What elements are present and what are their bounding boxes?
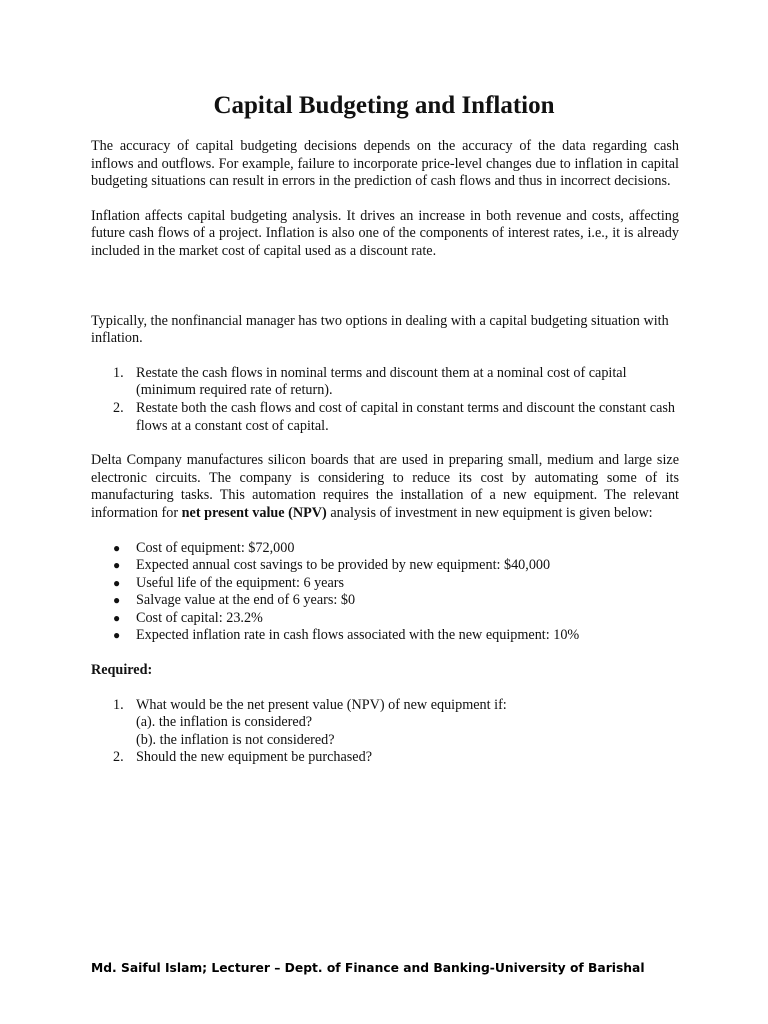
bullet-icon: ● — [113, 593, 121, 608]
fact-text: Cost of capital: 23.2% — [136, 609, 263, 626]
list-item — [91, 749, 679, 767]
list-number: 2. — [113, 399, 124, 416]
list-item — [91, 365, 679, 400]
fact-text: Expected inflation rate in cash flows associated with the new equipment: 10% — [136, 627, 580, 644]
list-item — [91, 627, 679, 645]
required-heading: Required: — [91, 662, 153, 679]
paragraph-intro: The accuracy of capital budgeting decisions depends on the accuracy of the data regarding cash inflows and outflows. For example, failure to incorporate price-level changes due to inflation in capital budgeting situations can result in errors in the prediction of cash flows and thus in incorrect decisions. — [91, 138, 679, 190]
paragraph-text-start: Delta Company manufactures silicon boards that are used in preparing small, medium and large size electronic circuits. The company is considering to reduce its cost by automating some of its manufacturing tasks. This automation requires the installation of a new equipment. The relevant information for — [91, 452, 679, 521]
paragraph-options-intro: Typically, the nonfinancial manager has two options in dealing with a capital budgeting situation with inflation. — [91, 312, 669, 347]
list-item — [91, 575, 679, 593]
list-number: 1. — [113, 364, 124, 381]
fact-text: Expected annual cost savings to be provided by new equipment: $40,000 — [136, 557, 551, 574]
paragraph-text-end: analysis of investment in new equipment is given below: — [326, 504, 653, 521]
sub-question: (b). the inflation is not considered? — [136, 731, 335, 748]
list-item — [91, 610, 679, 628]
fact-text: Useful life of the equipment: 6 years — [136, 574, 345, 591]
facts-list — [91, 540, 679, 646]
list-item — [91, 557, 679, 575]
document-body — [91, 138, 679, 767]
list-item — [91, 540, 679, 558]
paragraph-inflation-effects: Inflation affects capital budgeting analysis. It drives an increase in both revenue and costs, affecting future cash flows of a project. Inflation is also one of the components of interest rates, i.e., it is already included in the market cost of capital used as a discount rate. — [91, 207, 679, 259]
fact-text: Salvage value at the end of 6 years: $0 — [136, 592, 356, 609]
bullet-icon: ● — [113, 610, 121, 625]
list-item-text: Restate the cash flows in nominal terms and discount them at a nominal cost of capital (minimum required rate of return). — [136, 364, 627, 399]
question-text: Should the new equipment be purchased? — [136, 749, 372, 766]
npv-bold-term: net present value (NPV) — [181, 504, 327, 521]
fact-text: Cost of equipment: $72,000 — [136, 539, 295, 556]
list-item — [91, 697, 679, 750]
question-text: What would be the net present value (NPV) of new equipment if: — [136, 696, 507, 713]
questions-list — [91, 697, 679, 767]
sub-question: (a). the inflation is considered? — [136, 714, 313, 731]
bullet-icon: ● — [113, 575, 121, 590]
page-footer: Md. Saiful Islam; Lecturer – Dept. of Finance and Banking-University of Barishal — [91, 961, 645, 975]
bullet-icon: ● — [113, 628, 121, 643]
options-list — [91, 365, 679, 435]
list-item — [91, 592, 679, 610]
paragraph-delta-company — [91, 452, 679, 522]
bullet-icon: ● — [113, 540, 121, 555]
list-number: 1. — [113, 696, 124, 713]
list-item — [91, 400, 679, 435]
list-item-text: Restate both the cash flows and cost of capital in constant terms and discount the constant cash flows at a constant cost of capital. — [136, 399, 675, 434]
list-number: 2. — [113, 749, 124, 766]
bullet-icon: ● — [113, 558, 121, 573]
page-title: Capital Budgeting and Inflation — [213, 92, 555, 119]
